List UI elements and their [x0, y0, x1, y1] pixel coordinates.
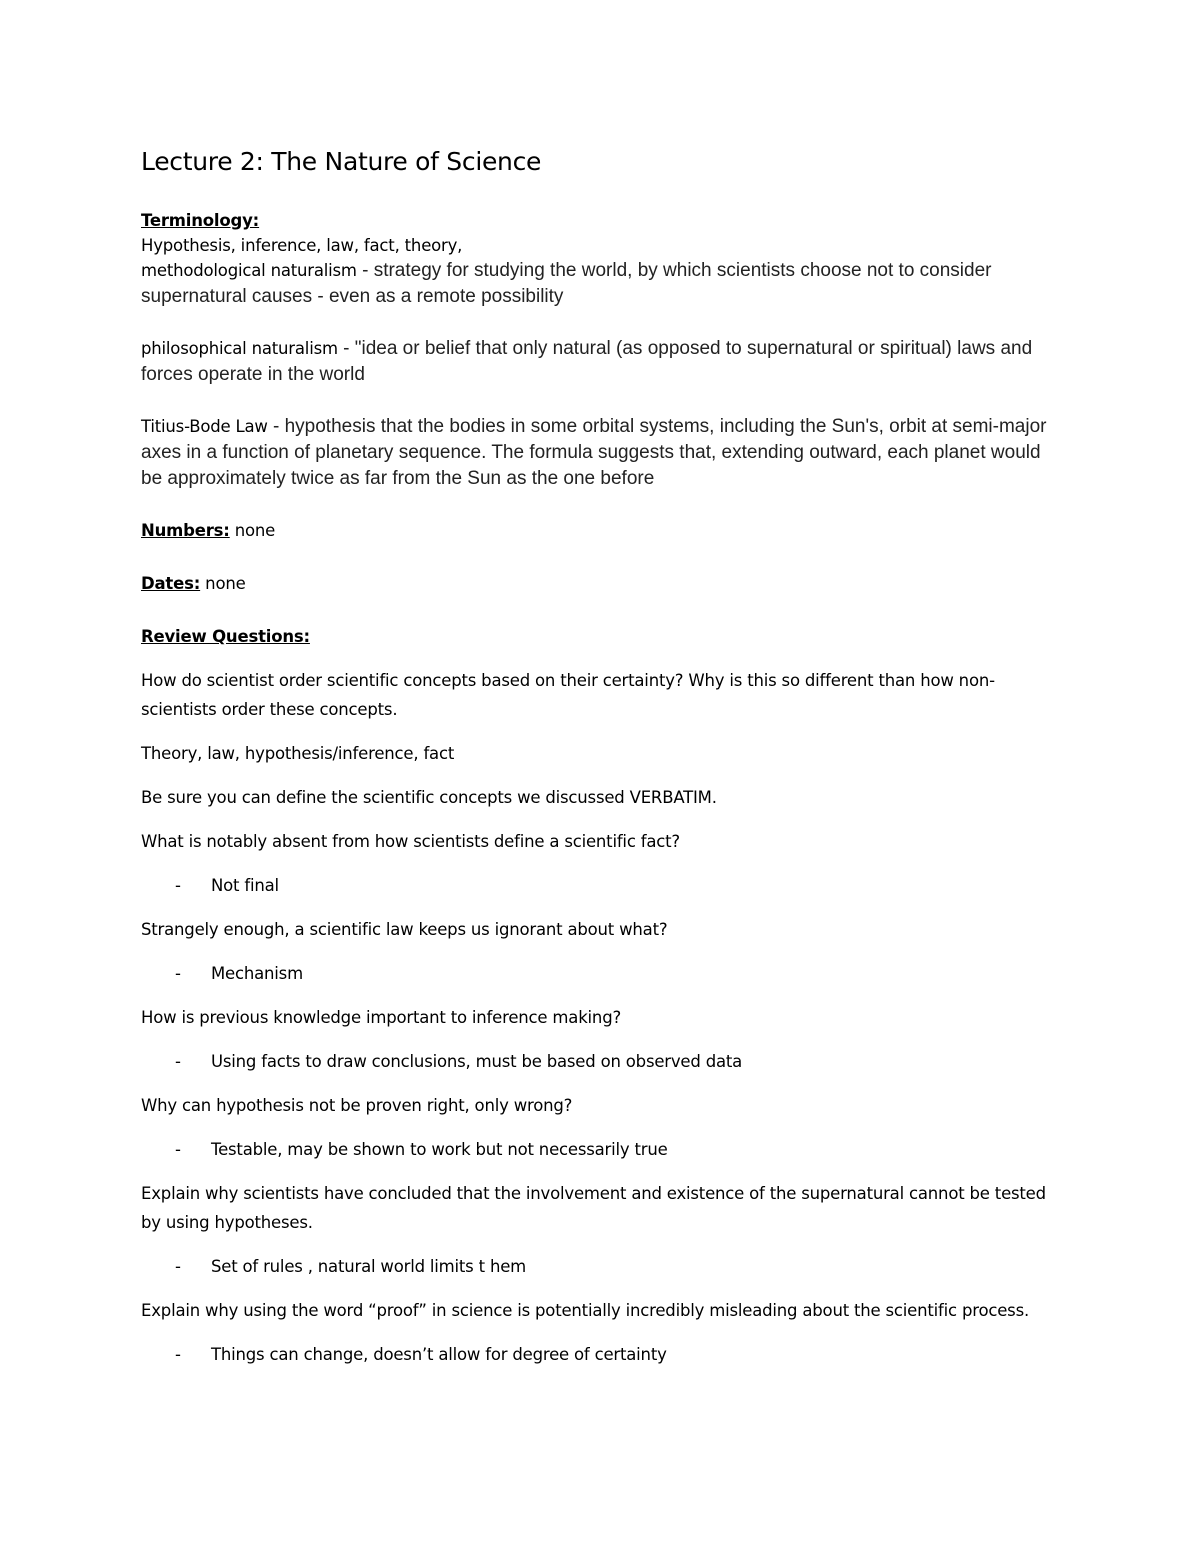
review-question: Explain why using the word “proof” in science is potentially incredibly misleading about the scientific process. [141, 1301, 1030, 1320]
numbers-value: none [229, 521, 276, 540]
answer-text: Mechanism [211, 964, 303, 983]
review-answer [141, 1047, 1061, 1076]
bullet-dash: - [175, 876, 181, 895]
review-questions-heading: Review Questions: [141, 627, 310, 646]
answer-text: Using facts to draw conclusions, must be based on observed data [211, 1052, 743, 1071]
dates-value: none [200, 574, 246, 593]
review-question: How is previous knowledge important to inference making? [141, 1008, 622, 1027]
terminology-section [141, 208, 1061, 518]
bullet-dash: - [175, 964, 181, 983]
definition-titius-bode-law [141, 414, 1061, 492]
bullet-dash: - [175, 1257, 181, 1276]
definition-term: Titius-Bode Law [141, 417, 268, 436]
answer-text: Not final [211, 876, 279, 895]
review-answer [141, 1252, 1061, 1281]
review-answer [141, 1340, 1061, 1369]
definition-text: strategy for studying the world, by which scientists choose not to consider supernatural causes - even as a remote possibility [141, 260, 992, 307]
definition-separator: - [356, 260, 374, 281]
definition-term: methodological naturalism [141, 261, 357, 280]
review-question: Explain why scientists have concluded that the involvement and existence of the supernatural cannot be tested by using hypotheses. [141, 1184, 1046, 1232]
numbers-heading: Numbers: [141, 521, 230, 540]
bullet-dash: - [175, 1052, 181, 1071]
definition-term: philosophical naturalism [141, 339, 338, 358]
answer-text: Set of rules , natural world limits t hem [211, 1257, 527, 1276]
bullet-dash: - [175, 1140, 181, 1159]
terminology-heading: Terminology: [141, 211, 260, 230]
document-page [141, 146, 1061, 1369]
review-answer [141, 1135, 1061, 1164]
review-questions-section [141, 624, 1061, 1369]
bullet-dash: - [175, 1345, 181, 1364]
definition-methodological-naturalism [141, 258, 1061, 310]
page-title: Lecture 2: The Nature of Science [141, 147, 542, 176]
definition-separator: - [267, 416, 285, 437]
numbers-line [141, 518, 1061, 544]
definition-philosophical-naturalism [141, 336, 1061, 388]
review-question: Why can hypothesis not be proven right, only wrong? [141, 1096, 573, 1115]
review-question: Be sure you can define the scientific concepts we discussed VERBATIM. [141, 788, 717, 807]
review-question: How do scientist order scientific concepts based on their certainty? Why is this so different than how non-scientists order these concepts. [141, 671, 995, 719]
definition-text: idea or belief that only natural (as opposed to supernatural or spiritual) laws and forces operate in the world [141, 338, 1033, 385]
review-answer [141, 959, 1061, 988]
definition-separator: - " [337, 338, 362, 359]
review-answer: Theory, law, hypothesis/inference, fact [141, 744, 455, 763]
answer-text: Things can change, doesn’t allow for degree of certainty [211, 1345, 667, 1364]
review-question: Strangely enough, a scientific law keeps us ignorant about what? [141, 920, 668, 939]
review-question: What is notably absent from how scientists define a scientific fact? [141, 832, 680, 851]
dates-line [141, 571, 1061, 597]
term-list: Hypothesis, inference, law, fact, theory, [141, 236, 463, 255]
review-answer [141, 871, 1061, 900]
answer-text: Testable, may be shown to work but not necessarily true [211, 1140, 668, 1159]
definition-text: hypothesis that the bodies in some orbital systems, including the Sun's, orbit at semi-major axes in a function of planetary sequence. The formula suggests that, extending outward, each planet would be approximately twice as far from the Sun as the one before [141, 416, 1047, 489]
dates-heading: Dates: [141, 574, 201, 593]
